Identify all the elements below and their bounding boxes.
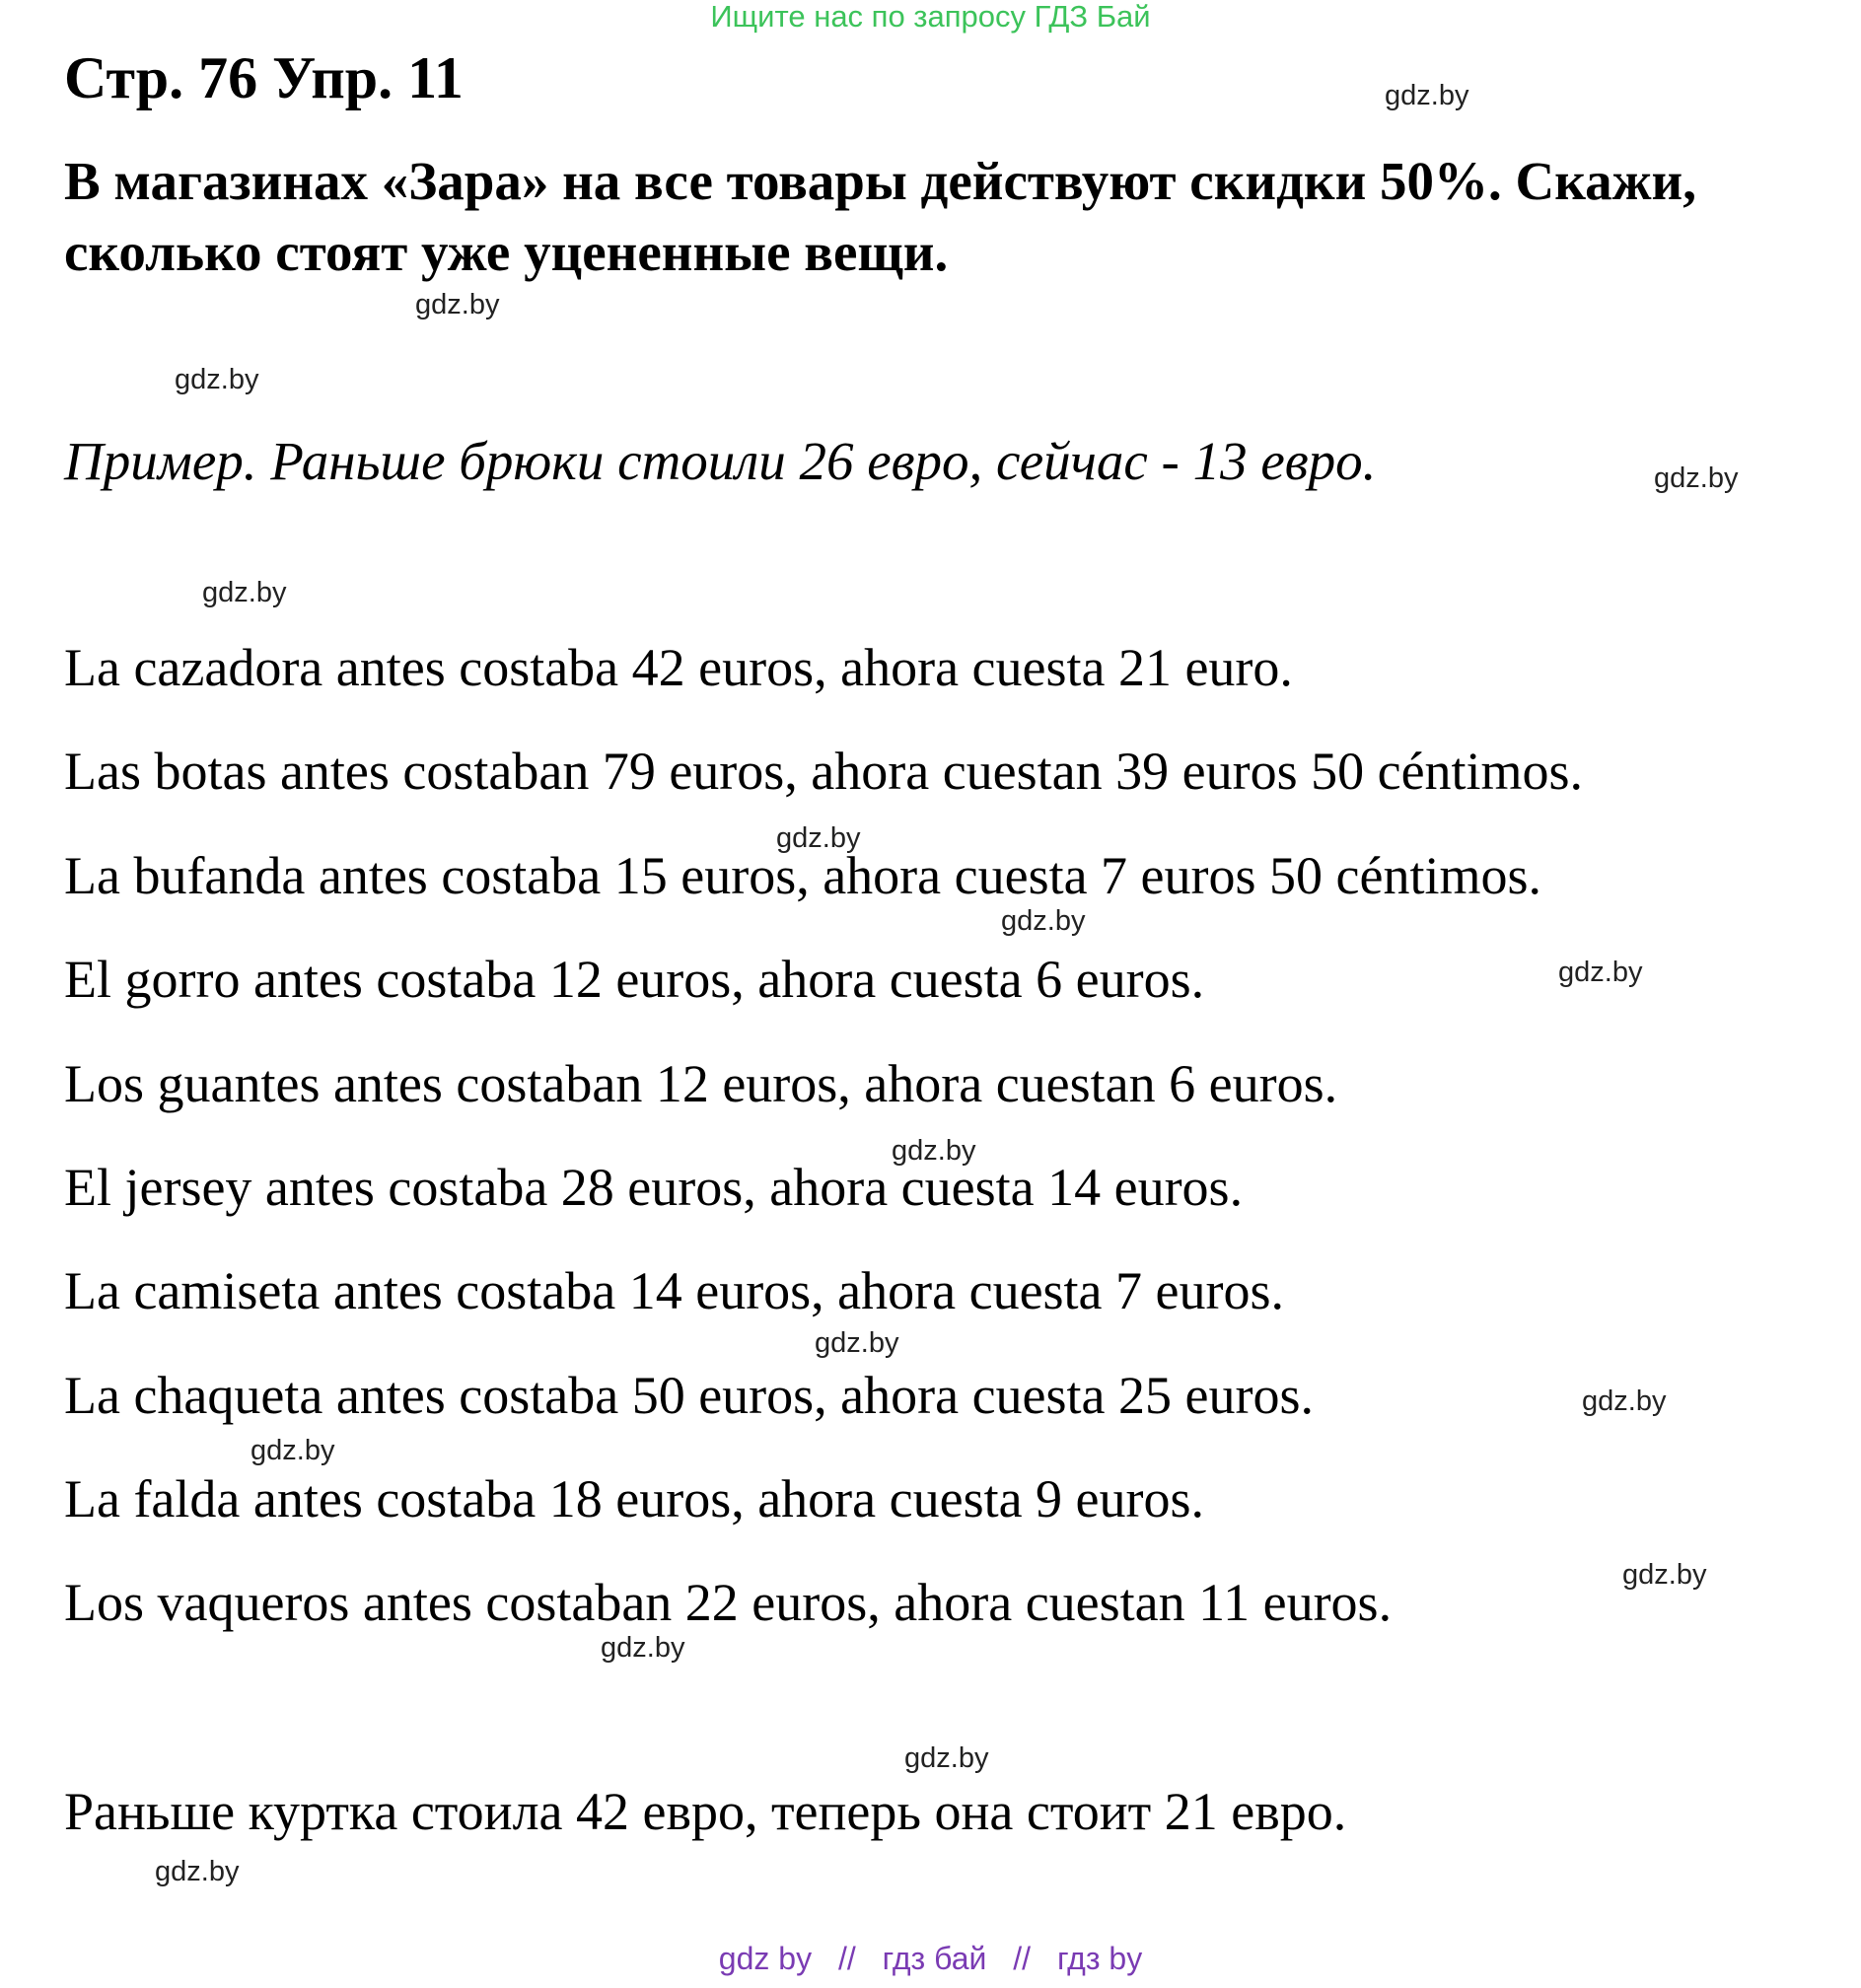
answer-line-6: El jersey antes costaba 28 euros, ahora cuesta 14 euros. [64, 1158, 1244, 1217]
watermark: gdz.by [1558, 957, 1643, 988]
watermark: gdz.by [1622, 1559, 1707, 1591]
watermark: gdz.by [251, 1435, 335, 1466]
watermark: gdz.by [892, 1135, 976, 1167]
watermark: gdz.by [1654, 462, 1739, 494]
watermark: gdz.by [415, 289, 500, 320]
answer-line-5: Los guantes antes costaban 12 euros, ahora cuestan 6 euros. [64, 1054, 1338, 1113]
watermark: gdz.by [601, 1632, 685, 1664]
watermark: gdz.by [1582, 1385, 1667, 1417]
answer-line-8: La chaqueta antes costaba 50 euros, ahora cuesta 25 euros. [64, 1366, 1314, 1425]
answer-line-3: La bufanda antes costaba 15 euros, ahora cuesta 7 euros 50 céntimos. [64, 846, 1541, 905]
answer-line-4: El gorro antes costaba 12 euros, ahora cuesta 6 euros. [64, 950, 1205, 1009]
footer-link[interactable]: гдз бай [882, 1941, 987, 1976]
page-title: Стр. 76 Упр. 11 [64, 45, 464, 110]
footer-link[interactable]: гдз by [1056, 1941, 1143, 1976]
watermark: gdz.by [904, 1742, 989, 1774]
footer-separator: // [837, 1941, 856, 1976]
top-banner: Ищите нас по запросу ГДЗ Бай [710, 0, 1151, 34]
footer-separator: // [1013, 1941, 1032, 1976]
answer-line-9: La falda antes costaba 18 euros, ahora cuesta 9 euros. [64, 1469, 1205, 1528]
answer-line-10: Los vaqueros antes costaban 22 euros, ahora cuestan 11 euros. [64, 1573, 1393, 1632]
watermark: gdz.by [155, 1856, 240, 1887]
translation-text: Раньше куртка стоила 42 евро, теперь она стоит 21 евро. [64, 1782, 1347, 1841]
answer-line-1: La cazadora antes costaba 42 euros, ahora cuesta 21 euro. [64, 638, 1293, 697]
footer-link[interactable]: gdz by [718, 1941, 813, 1976]
answer-line-7: La camiseta antes costaba 14 euros, ahora cuesta 7 euros. [64, 1261, 1284, 1320]
watermark: gdz.by [202, 577, 287, 608]
watermark: gdz.by [815, 1327, 899, 1359]
task-text: В магазинах «Зара» на все товары действуют скидки 50%. Скажи, сколько стоят уже уцененные вещи. [64, 151, 1696, 282]
footer-links [0, 1939, 1861, 1978]
watermark: gdz.by [776, 822, 861, 854]
watermark: gdz.by [1001, 905, 1086, 937]
example-text: Пример. Раньше брюки стоили 26 евро, сейчас - 13 евро. [64, 431, 1377, 491]
answer-line-2: Las botas antes costaban 79 euros, ahora cuestan 39 euros 50 céntimos. [64, 742, 1584, 801]
watermark: gdz.by [175, 364, 259, 395]
watermark: gdz.by [1385, 80, 1469, 111]
